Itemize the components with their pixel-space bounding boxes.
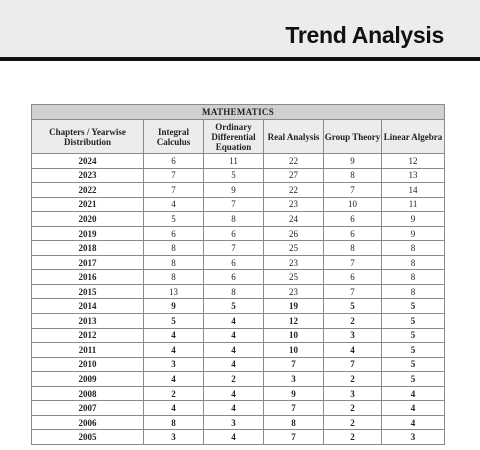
year-cell: 2016	[32, 270, 144, 285]
count-cell: 8	[324, 168, 382, 183]
count-cell: 8	[382, 255, 445, 270]
header-chapters: Chapters / Yearwise Distribution	[32, 120, 144, 154]
count-cell: 6	[204, 270, 264, 285]
count-cell: 3	[144, 357, 204, 372]
count-cell: 5	[324, 299, 382, 314]
table-row	[32, 183, 445, 198]
count-cell: 7	[264, 430, 324, 445]
subject-title: MATHEMATICS	[32, 105, 445, 120]
count-cell: 6	[324, 226, 382, 241]
count-cell: 4	[144, 197, 204, 212]
year-cell: 2023	[32, 168, 144, 183]
count-cell: 7	[324, 357, 382, 372]
count-cell: 22	[264, 154, 324, 169]
count-cell: 8	[324, 241, 382, 256]
count-cell: 6	[204, 255, 264, 270]
header-rule	[0, 57, 480, 61]
count-cell: 8	[264, 415, 324, 430]
trend-table	[31, 104, 445, 445]
table-row	[32, 372, 445, 387]
subject-row	[32, 105, 445, 120]
year-cell: 2024	[32, 154, 144, 169]
year-cell: 2009	[32, 372, 144, 387]
table-row	[32, 284, 445, 299]
header-band	[0, 0, 480, 58]
table-row	[32, 328, 445, 343]
count-cell: 25	[264, 241, 324, 256]
year-cell: 2020	[32, 212, 144, 227]
count-cell: 7	[324, 284, 382, 299]
count-cell: 5	[382, 372, 445, 387]
count-cell: 10	[324, 197, 382, 212]
count-cell: 8	[144, 415, 204, 430]
count-cell: 3	[324, 386, 382, 401]
count-cell: 3	[324, 328, 382, 343]
count-cell: 4	[204, 430, 264, 445]
count-cell: 2	[324, 314, 382, 329]
count-cell: 9	[144, 299, 204, 314]
count-cell: 2	[324, 430, 382, 445]
count-cell: 4	[144, 372, 204, 387]
count-cell: 9	[382, 226, 445, 241]
count-cell: 2	[324, 401, 382, 416]
count-cell: 13	[382, 168, 445, 183]
year-cell: 2015	[32, 284, 144, 299]
header-group-theory: Group Theory	[324, 120, 382, 154]
year-cell: 2014	[32, 299, 144, 314]
count-cell: 24	[264, 212, 324, 227]
table-row	[32, 154, 445, 169]
count-cell: 7	[324, 255, 382, 270]
table-body	[32, 154, 445, 445]
count-cell: 23	[264, 255, 324, 270]
table-row	[32, 314, 445, 329]
count-cell: 7	[204, 241, 264, 256]
year-cell: 2019	[32, 226, 144, 241]
count-cell: 4	[382, 415, 445, 430]
table-row	[32, 197, 445, 212]
count-cell: 5	[204, 299, 264, 314]
count-cell: 4	[204, 343, 264, 358]
count-cell: 2	[324, 372, 382, 387]
count-cell: 27	[264, 168, 324, 183]
count-cell: 9	[204, 183, 264, 198]
table-row	[32, 430, 445, 445]
count-cell: 4	[144, 343, 204, 358]
count-cell: 5	[144, 314, 204, 329]
year-cell: 2022	[32, 183, 144, 198]
count-cell: 7	[264, 401, 324, 416]
table-row	[32, 357, 445, 372]
count-cell: 4	[382, 401, 445, 416]
count-cell: 8	[382, 241, 445, 256]
count-cell: 23	[264, 284, 324, 299]
count-cell: 6	[204, 226, 264, 241]
year-cell: 2018	[32, 241, 144, 256]
count-cell: 4	[144, 328, 204, 343]
count-cell: 5	[382, 343, 445, 358]
table-row	[32, 415, 445, 430]
count-cell: 2	[324, 415, 382, 430]
count-cell: 19	[264, 299, 324, 314]
table-row	[32, 343, 445, 358]
count-cell: 4	[382, 386, 445, 401]
header-ordinary-differential-equation: Ordinary Differential Equation	[204, 120, 264, 154]
table-row	[32, 299, 445, 314]
year-cell: 2005	[32, 430, 144, 445]
table-row	[32, 168, 445, 183]
count-cell: 5	[204, 168, 264, 183]
count-cell: 4	[324, 343, 382, 358]
year-cell: 2011	[32, 343, 144, 358]
year-cell: 2006	[32, 415, 144, 430]
count-cell: 8	[382, 270, 445, 285]
count-cell: 4	[204, 401, 264, 416]
year-cell: 2007	[32, 401, 144, 416]
count-cell: 8	[204, 284, 264, 299]
year-cell: 2012	[32, 328, 144, 343]
count-cell: 10	[264, 343, 324, 358]
count-cell: 9	[324, 154, 382, 169]
count-cell: 6	[324, 212, 382, 227]
header-integral-calculus: Integral Calculus	[144, 120, 204, 154]
count-cell: 5	[144, 212, 204, 227]
count-cell: 10	[264, 328, 324, 343]
year-cell: 2010	[32, 357, 144, 372]
count-cell: 7	[144, 168, 204, 183]
table-row	[32, 212, 445, 227]
year-cell: 2008	[32, 386, 144, 401]
table-row	[32, 255, 445, 270]
table-row	[32, 226, 445, 241]
count-cell: 3	[264, 372, 324, 387]
table-row	[32, 386, 445, 401]
count-cell: 22	[264, 183, 324, 198]
year-cell: 2021	[32, 197, 144, 212]
count-cell: 4	[204, 328, 264, 343]
table-row	[32, 241, 445, 256]
count-cell: 11	[382, 197, 445, 212]
count-cell: 4	[204, 386, 264, 401]
count-cell: 11	[204, 154, 264, 169]
count-cell: 4	[144, 401, 204, 416]
header-linear-algebra: Linear Algebra	[382, 120, 445, 154]
count-cell: 4	[204, 314, 264, 329]
count-cell: 8	[382, 284, 445, 299]
count-cell: 5	[382, 328, 445, 343]
count-cell: 9	[382, 212, 445, 227]
count-cell: 4	[204, 357, 264, 372]
count-cell: 6	[144, 154, 204, 169]
count-cell: 3	[382, 430, 445, 445]
header-real-analysis: Real Analysis	[264, 120, 324, 154]
count-cell: 25	[264, 270, 324, 285]
count-cell: 7	[144, 183, 204, 198]
count-cell: 8	[144, 270, 204, 285]
count-cell: 8	[204, 212, 264, 227]
count-cell: 5	[382, 299, 445, 314]
count-cell: 3	[144, 430, 204, 445]
count-cell: 2	[144, 386, 204, 401]
count-cell: 8	[144, 255, 204, 270]
count-cell: 7	[324, 183, 382, 198]
count-cell: 13	[144, 284, 204, 299]
count-cell: 8	[144, 241, 204, 256]
count-cell: 6	[324, 270, 382, 285]
year-cell: 2017	[32, 255, 144, 270]
count-cell: 5	[382, 314, 445, 329]
table-row	[32, 401, 445, 416]
count-cell: 2	[204, 372, 264, 387]
count-cell: 6	[144, 226, 204, 241]
count-cell: 14	[382, 183, 445, 198]
count-cell: 5	[382, 357, 445, 372]
count-cell: 23	[264, 197, 324, 212]
count-cell: 3	[204, 415, 264, 430]
count-cell: 7	[264, 357, 324, 372]
count-cell: 12	[264, 314, 324, 329]
count-cell: 26	[264, 226, 324, 241]
year-cell: 2013	[32, 314, 144, 329]
count-cell: 12	[382, 154, 445, 169]
page-title: Trend Analysis	[285, 22, 444, 48]
count-cell: 7	[204, 197, 264, 212]
header-row	[32, 120, 445, 154]
table-row	[32, 270, 445, 285]
count-cell: 9	[264, 386, 324, 401]
